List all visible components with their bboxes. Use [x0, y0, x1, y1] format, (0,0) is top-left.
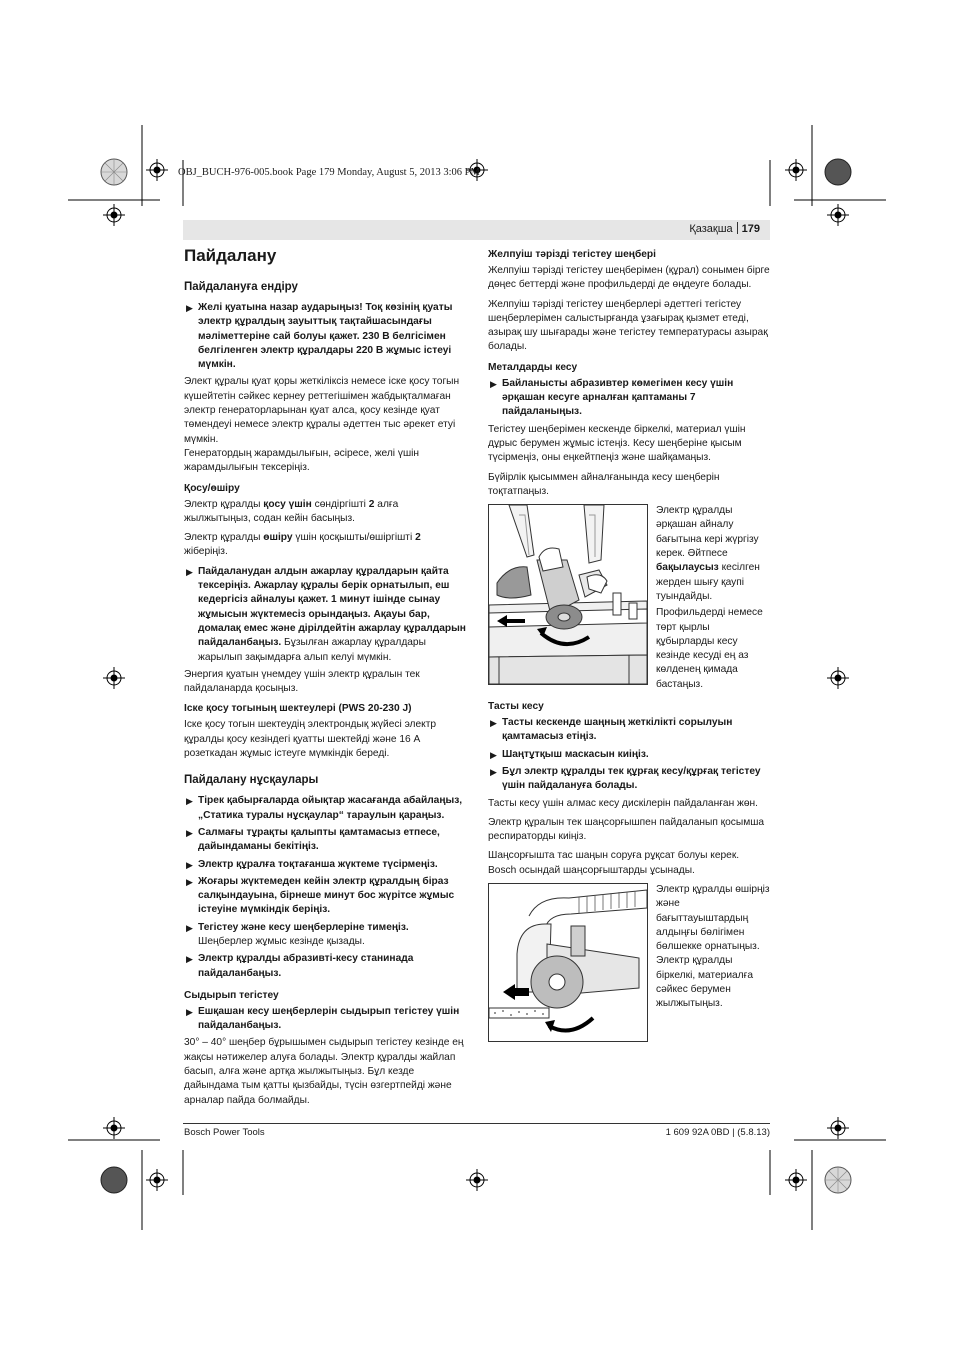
bullet-check-tools: ▶ Пайдаланудан алдын ажарлау құралдарын қайта тексеріңіз. Ажарлау құралы берік орнатылып, еш кедергісіз айналуы қажет. 1 минут ішінде сынау жұмысын жүктемесіз орындаңыз. Ақауы бар, домалақ емес және дірілдейтін ажарлау құралдарын пайдаланбаңыз. Бұзылған ажарлау құралдары жарылып зақымдарға алып келуі мүмкін. [186, 565, 466, 663]
paragraph-metal-2: Бүйірлік қысыммен айналғанында кесу шеңберін тоқтатпаңыз. [488, 471, 720, 497]
paragraph-metal-1: Тегістеу шеңберімен кескенде біркелкі, материал үшін дұрыс берумен жұмыс істеңіз. Кесу шеңберіне қысым түсірмеңіз, оны еңкейтпеңіз және шайқамаңыз. [488, 423, 746, 464]
paragraph-energy: Энергия қуатын үнемдеу үшін электр құралын тек пайдаланарда қосыңыз. [184, 668, 420, 695]
figure-metal-cutting [488, 504, 648, 685]
stone-cutting-illustration [489, 884, 647, 1041]
right-column [488, 246, 770, 1050]
bullet-dry-cut: ▶ Бұл электр құралды тек құрғақ кесу/құрғақ тегістеу үшін пайдалануға болады. [490, 765, 761, 792]
figure-stone-cutting [488, 883, 648, 1042]
bullet-metal-guard: ▶ Байланысты абразивтер көмегімен кесу үшін әрқашан кесуге арналған қаптаманы 7 пайдаланыңыз. [490, 377, 734, 418]
bullet-arrow-icon: ▶ [186, 827, 193, 838]
figure-stone-caption: Электр құралды өшірңіз және бағыттауыштардың алдыңғы бөлігімен бөлшекке орнатыңыз. Электр құралды біркелкі, материалға сәйкес берумен жылжытыңыз. [656, 883, 770, 1010]
bullet-arrow-icon: ▶ [186, 566, 193, 577]
footer-brand: Bosch Power Tools [184, 1127, 265, 1138]
paragraph-generator: Элект құралы қуат қоры жеткіліксіз немесе іске қосу тогын күшейтетін сәйкес кернеу реттегішімен жабдықталмаған электр генераторларынан қуат алса, қосу кезінде қуат төмендеуі немесе электр құралы әдеттен тыс әрекет етуі мүмкін. [184, 376, 460, 445]
bullet-arrow-icon: ▶ [186, 796, 193, 807]
bullet-mask: ▶ Шаңтұтқыш маскасын киіңіз. [488, 748, 770, 762]
bullet-arrow-icon: ▶ [186, 303, 193, 313]
paragraph-rough: 30° – 40° шеңбер бұрышымен сыдырып тегістеу кезінде ең жақсы нәтижелер алуға болады. Электр құралды жайлап басып, алға және артқа жылжытыңыз. Бұл кезде дайындама тым қатты қызбайды, түсін өзгертпейді және арналар пайда болмайды. [184, 1037, 464, 1106]
bullet-rough: ▶ Ешқашан кесу шеңберлерін сыдырып тегістеу үшін пайдаланбаңыз. [186, 1005, 460, 1032]
paragraph-stone-3: Шаңсорғышта тас шаңын соруға рұқсат болуы керек. Bosch осындай шаңсорғыштарды ұсынады. [488, 850, 740, 876]
footer-rule [183, 1123, 770, 1124]
bullet-arrow-icon: ▶ [186, 876, 193, 887]
paragraph-stone-1: Тасты кесу үшін алмас кесу дискілерін пайдаланған жөн. [488, 797, 758, 809]
paragraph-limit: Іске қосу тогын шектеудің электрондық жүйесі электр құралды қосу кезіндегі қуатты шектейді және 16 А розеткадан жұмыс істеуге мүмкіндік береді. [184, 719, 437, 760]
paragraph-switch-off: Электр құралды өшіру үшін қосқышты/өшіргішті 2 жіберіңіз. [184, 532, 421, 558]
paragraph-stone-2: Электр құралын тек шаңсорғышпен пайдаланып қосымша респираторды киіңіз. [488, 816, 765, 843]
bullet-arrow-icon: ▶ [490, 766, 497, 777]
subheading-metal: Металдарды кесу [488, 361, 578, 373]
header-language: Қазақша [689, 223, 733, 235]
subheading-flap: Желпуіш тәрізді тегістеу шеңбері [488, 249, 656, 260]
figure-row-stone [488, 883, 770, 1042]
bullet-arrow-icon: ▶ [186, 1006, 193, 1017]
bullet-cooling: ▶ Жоғары жүктемеден кейін электр құралдың біраз салқындауына, бірнеше минут бос жүрітсе жұмыс істеуіне мүмкіндік беріңіз. [186, 875, 455, 916]
bullet-dust: ▶ Тасты кескенде шаңның жеткілікті сорылуын қамтамасыз етіңіз. [490, 717, 733, 743]
subheading-stone: Тасты кесу [488, 701, 544, 713]
print-info: OBJ_BUCH-976-005.book Page 179 Monday, August 5, 2013 3:06 PM [178, 167, 480, 178]
subheading-limit: Іске қосу тогының шектеулері (PWS 20-230 J) [184, 703, 412, 715]
figure-metal-caption: Электр құралды әрқашан айналу бағытына кері жүргізу керек. Әйтпесе бақылаусыз кесілген жерден шығу қаупі туындайды. Профильдерді немесе төрт қырлы құбырларды кесу кезінде кесуді ең аз көлденең қимада бастаңыз. [656, 505, 763, 690]
bullet-walls: ▶ Тірек қабырғаларда ойықтар жасағанда абайлаңыз, „Статика туралы нұсқаулар“ тараулын қараңыз. [186, 795, 463, 821]
header-separator [737, 222, 738, 234]
bullet-arrow-icon: ▶ [186, 859, 193, 870]
bullet-arrow-icon: ▶ [490, 718, 497, 729]
subheading-rough: Сыдырып тегістеу [184, 989, 279, 1001]
paragraph-switch-on: Электр құралды қосу үшін сөндіргішті 2 алға жылжытыңыз, содан кейін басыңыз. [184, 498, 399, 524]
bullet-arrow-icon: ▶ [186, 922, 193, 933]
bullet-hot-discs: ▶ Тегістеу және кесу шеңберлеріне тимеңіз. Шеңберлер жұмыс кезінде қызады. [186, 921, 409, 947]
bullet-stand: ▶ Электр құралды абразивті-кесу станинада пайдаланбаңыз. [186, 953, 414, 979]
metal-cutting-illustration [489, 505, 647, 684]
section-heading-instructions: Пайдалану нұсқаулары [184, 774, 319, 787]
bullet-arrow-icon: ▶ [490, 749, 497, 760]
bullet-arrow-icon: ▶ [186, 954, 193, 965]
bullet-arrow-icon: ▶ [490, 378, 497, 389]
bullet-secure: ▶ Салмағы тұрақты қалыпты қамтамасыз етпесе, дайындаманы бекітіңіз. [186, 826, 440, 853]
bullet-load: ▶ Электр құралға тоқтағанша жүктеме түсірмеңіз. [184, 858, 466, 872]
figure-row-metal [488, 504, 770, 692]
page-number: 179 [741, 223, 760, 235]
left-column [184, 246, 466, 1113]
section-heading-start: Пайдалануға ендіру [184, 281, 298, 293]
paragraph-flap-2: Желпуіш тәрізді тегістеу шеңберлері әдеттегі тегістеу шеңберлерімен салыстырғанда ұзағырақ қызмет етеді, азырақ шу шығарады және тегістеу температурасы азырақ болады. [488, 298, 768, 353]
page-header [183, 220, 770, 240]
bullet-voltage: ▶ Желі қуатына назар аударыңыз! Тоқ көзінің қуаты электр құралдың зауыттық тақтайшасындағы мәліметтеріне сай болуы қажет. 230 В белгісімен белгіленген электр құралдары 220 В жұмыс істеуі мүмкін. [186, 302, 453, 371]
paragraph-flap-1: Желпуіш тәрізді тегістеу шеңберімен (құрал) сонымен бірге дөңес беттерді және профильдерді де өңдеуге болады. [488, 265, 770, 291]
page-title: Пайдалану [184, 246, 277, 265]
header-text [689, 222, 770, 235]
footer-doc-number: 1 609 92A 0BD | (5.8.13) [665, 1127, 770, 1138]
subheading-onoff: Қосу/өшіру [184, 482, 240, 494]
paragraph-generator-check: Генератордың жарамдылығын, әсіресе, желі үшін жарамдылығын тексеріңіз. [184, 447, 420, 474]
